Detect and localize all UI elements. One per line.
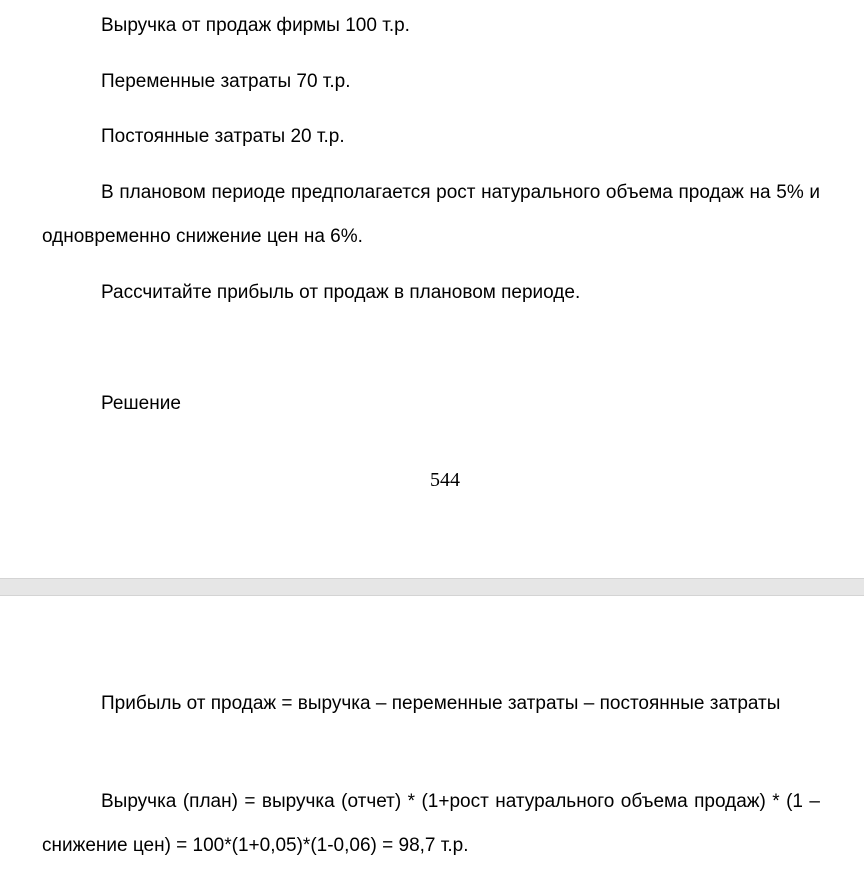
page-separator — [0, 578, 864, 596]
task-line: Рассчитайте прибыль от продаж в плановом периоде. — [101, 282, 581, 303]
variable-costs-line: Переменные затраты 70 т.р. — [101, 71, 351, 92]
solution-heading: Решение — [101, 393, 181, 414]
plan-assumption-paragraph: В плановом периоде предполагается рост натурального объема продаж на 5% и одновременно снижение цен на 6%. — [42, 182, 820, 247]
document-page-545 — [0, 596, 864, 889]
page-number: 544 — [430, 469, 460, 491]
revenue-line: Выручка от продаж фирмы 100 т.р. — [101, 15, 410, 36]
fixed-costs-line: Постоянные затраты 20 т.р. — [101, 126, 345, 147]
profit-formula-paragraph: Прибыль от продаж = выручка – переменные затраты – постоянные затраты — [101, 693, 781, 714]
revenue-plan-paragraph: Выручка (план) = выручка (отчет) * (1+рост натурального объема продаж) * (1 – снижение цен) = 100*(1+0,05)*(1-0,06) = 98,7 т.р. — [42, 791, 820, 856]
